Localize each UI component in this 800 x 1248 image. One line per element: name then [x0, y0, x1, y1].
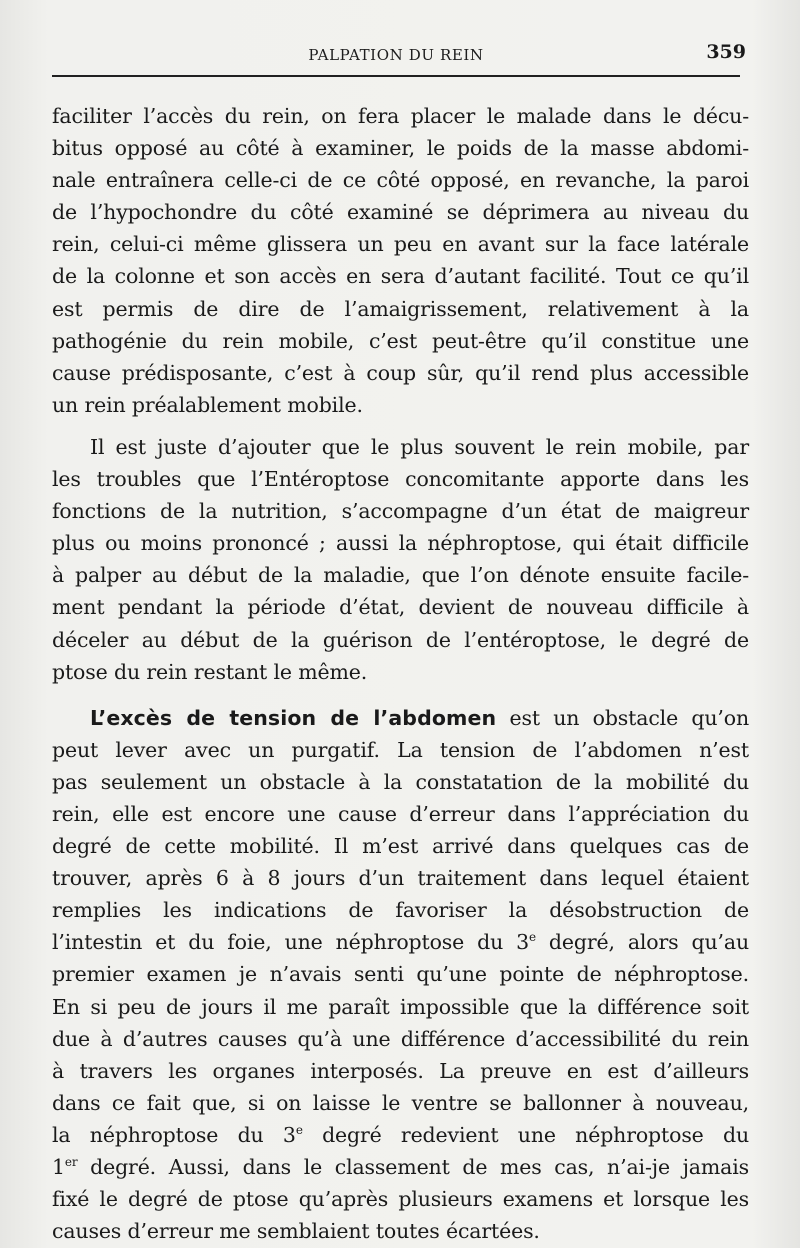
paragraph-gap [52, 421, 749, 431]
text-line [52, 1151, 749, 1183]
header-rule [52, 75, 740, 77]
text-line: rein, elle est encore une cause d’erreur dans l’appréciation du [52, 801, 749, 826]
text-line: à palper au début de la maladie, que l’on dénote ensuite facile- [52, 563, 749, 588]
text-line: premier examen je n’avais senti qu’une pointe de néphroptose. [52, 962, 749, 987]
superscript: e [529, 930, 536, 945]
text-line: faciliter l’accès du rein, on fera placer le malade dans le décu- [52, 104, 749, 128]
text-fragment: degré redevient une néphroptose du [302, 1122, 749, 1147]
text-line: pas seulement un obstacle à la constatation de la mobilité du [52, 769, 749, 794]
text-line: remplies les indications de favoriser la désobstruction de [52, 898, 749, 923]
text-line: causes d’erreur me semblaient toutes écartées. [52, 1219, 540, 1244]
body-text [52, 100, 749, 1247]
text-line: nale entraînera celle-ci de ce côté opposé, en revanche, la paroi [52, 168, 749, 193]
text-line [52, 702, 749, 734]
text-line: déceler au début de la guérison de l’entéroptose, le degré de [52, 627, 749, 652]
text-fragment: 1 [52, 1155, 65, 1179]
running-title: PALPATION DU REIN [308, 46, 484, 64]
text-line: ment pendant la période d’état, devient de nouveau difficile à [52, 595, 749, 620]
text-line: trouver, après 6 à 8 jours d’un traitement dans lequel étaient [52, 866, 749, 891]
text-line: fixé le degré de ptose qu’après plusieurs examens et lorsque les [52, 1187, 749, 1212]
text-line: les troubles que l’Entéroptose concomitante apporte dans les [52, 467, 749, 492]
text-line: ptose du rein restant le même. [52, 659, 368, 684]
text-line: fonctions de la nutrition, s’accompagne d’un état de maigreur [52, 499, 749, 524]
text-fragment: degré, alors qu’au [535, 930, 749, 955]
text-fragment: degré. Aussi, dans le classement de mes cas, n’ai-je jamais [77, 1155, 749, 1179]
text-line: à travers les organes interposés. La preuve en est d’ailleurs [52, 1058, 749, 1083]
paragraph-gap [52, 688, 749, 702]
page-number: 359 [706, 41, 746, 63]
text-line: En si peu de jours il me paraît impossible que la différence soit [52, 994, 749, 1019]
text-line: due à d’autres causes qu’à une différence d’accessibilité du rein [52, 1026, 749, 1051]
text-line: bitus opposé au côté à examiner, le poids de la masse abdomi- [52, 136, 749, 161]
heading-line-rest: est un obstacle qu’on [496, 705, 749, 730]
superscript: e [295, 1122, 303, 1137]
section-heading: L’excès de tension de l’abdomen [90, 705, 497, 730]
text-line: Il est juste d’ajouter que le plus souvent le rein mobile, par [90, 434, 749, 459]
text-line: de l’hypochondre du côté examiné se déprimera au niveau du [52, 200, 749, 225]
text-line: peut lever avec un purgatif. La tension de l’abdomen n’est [52, 737, 749, 762]
page-header [52, 40, 746, 76]
text-line: dans ce fait que, si on laisse le ventre se ballonner à nouveau, [52, 1090, 749, 1115]
text-line: pathogénie du rein mobile, c’est peut-être qu’il constitue une [52, 328, 749, 353]
paragraph-2 [52, 431, 749, 688]
text-line: est permis de dire de l’amaigrissement, relativement à la [52, 296, 749, 321]
text-line: un rein préalablement mobile. [52, 392, 363, 417]
text-line [52, 1119, 749, 1151]
text-line: degré de cette mobilité. Il m’est arrivé dans quelques cas de [52, 834, 749, 859]
text-line: cause prédisposante, c’est à coup sûr, qu’il rend plus accessible [52, 360, 749, 385]
text-fragment: la néphroptose du 3 [52, 1122, 296, 1147]
text-line: rein, celui-ci même glissera un peu en avant sur la face latérale [52, 232, 749, 257]
text-line: plus ou moins prononcé ; aussi la néphroptose, qui était difficile [52, 531, 749, 556]
paragraph-3 [52, 702, 749, 1248]
text-line [52, 926, 749, 958]
text-line: de la colonne et son accès en sera d’autant facilité. Tout ce qu’il [52, 264, 749, 289]
paragraph-1 [52, 100, 749, 421]
text-fragment: l’intestin et du foie, une néphroptose du 3 [52, 930, 529, 955]
superscript: er [64, 1155, 78, 1169]
